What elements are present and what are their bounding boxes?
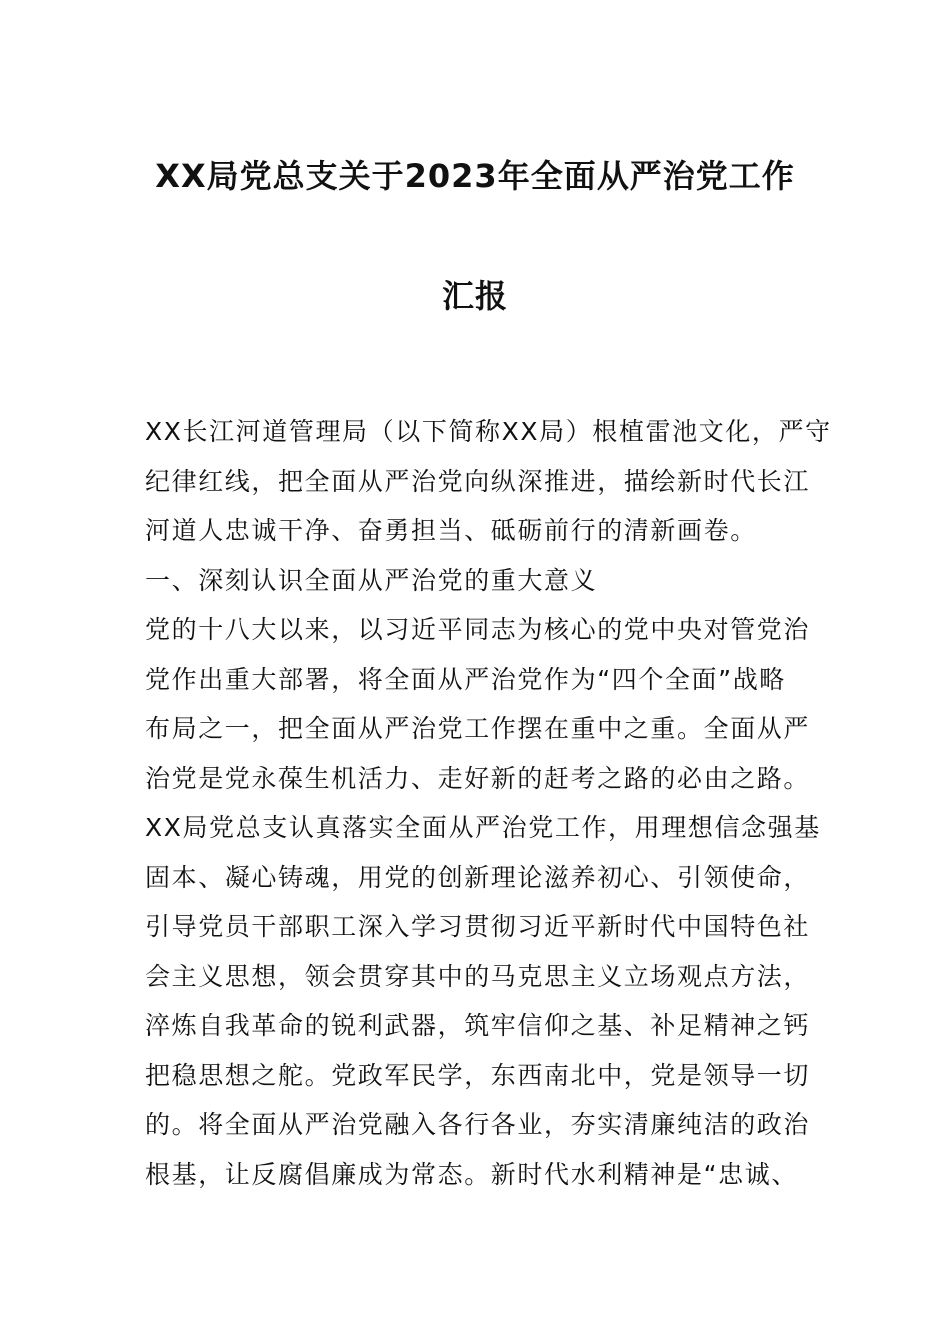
body-line: 固本、凝心铸魂，用党的创新理论滋养初心、引领使命，: [145, 862, 811, 892]
body-line: 会主义思想，领会贯穿其中的马克思主义立场观点方法，: [145, 961, 811, 991]
body-line: XX局党总支认真落实全面从严治党工作，用理想信念强基: [145, 813, 821, 842]
body-line: 根基，让反腐倡廉成为常态。新时代水利精神是“忠诚、: [145, 1159, 798, 1189]
body-line: 治党是党永葆生机活力、走好新的赶考之路的必由之路。: [145, 763, 811, 793]
body-line: 的。将全面从严治党融入各行各业，夯实清廉纯洁的政治: [145, 1110, 811, 1139]
section-heading: 一、深刻认识全面从严治党的重大意义: [145, 565, 598, 595]
body-line: 党的十八大以来，以习近平同志为核心的党中央对管党治: [145, 615, 811, 644]
body-line: 党作出重大部署，将全面从严治党作为“四个全面”战略: [145, 664, 786, 694]
document-title-line-1: XX局党总支关于2023年全面从严治党工作: [155, 157, 795, 195]
body-line: 把稳思想之舵。党政军民学，东西南北中，党是领导一切: [145, 1060, 811, 1090]
document-title-line-2: 汇报: [441, 277, 508, 315]
body-line: 纪律红线，把全面从严治党向纵深推进，描绘新时代长江: [145, 466, 811, 496]
body-line: 河道人忠诚干净、奋勇担当、砥砺前行的清新画卷。: [145, 516, 757, 545]
body-line: XX长江河道管理局（以下简称XX局）根植雷池文化，严守: [145, 417, 832, 446]
body-line: 淬炼自我革命的锐利武器，筑牢信仰之基、补足精神之钙: [145, 1011, 811, 1040]
document-body: [145, 412, 845, 1204]
body-line: 布局之一，把全面从严治党工作摆在重中之重。全面从严: [145, 714, 811, 743]
body-line: 引导党员干部职工深入学习贯彻习近平新时代中国特色社: [145, 912, 811, 941]
